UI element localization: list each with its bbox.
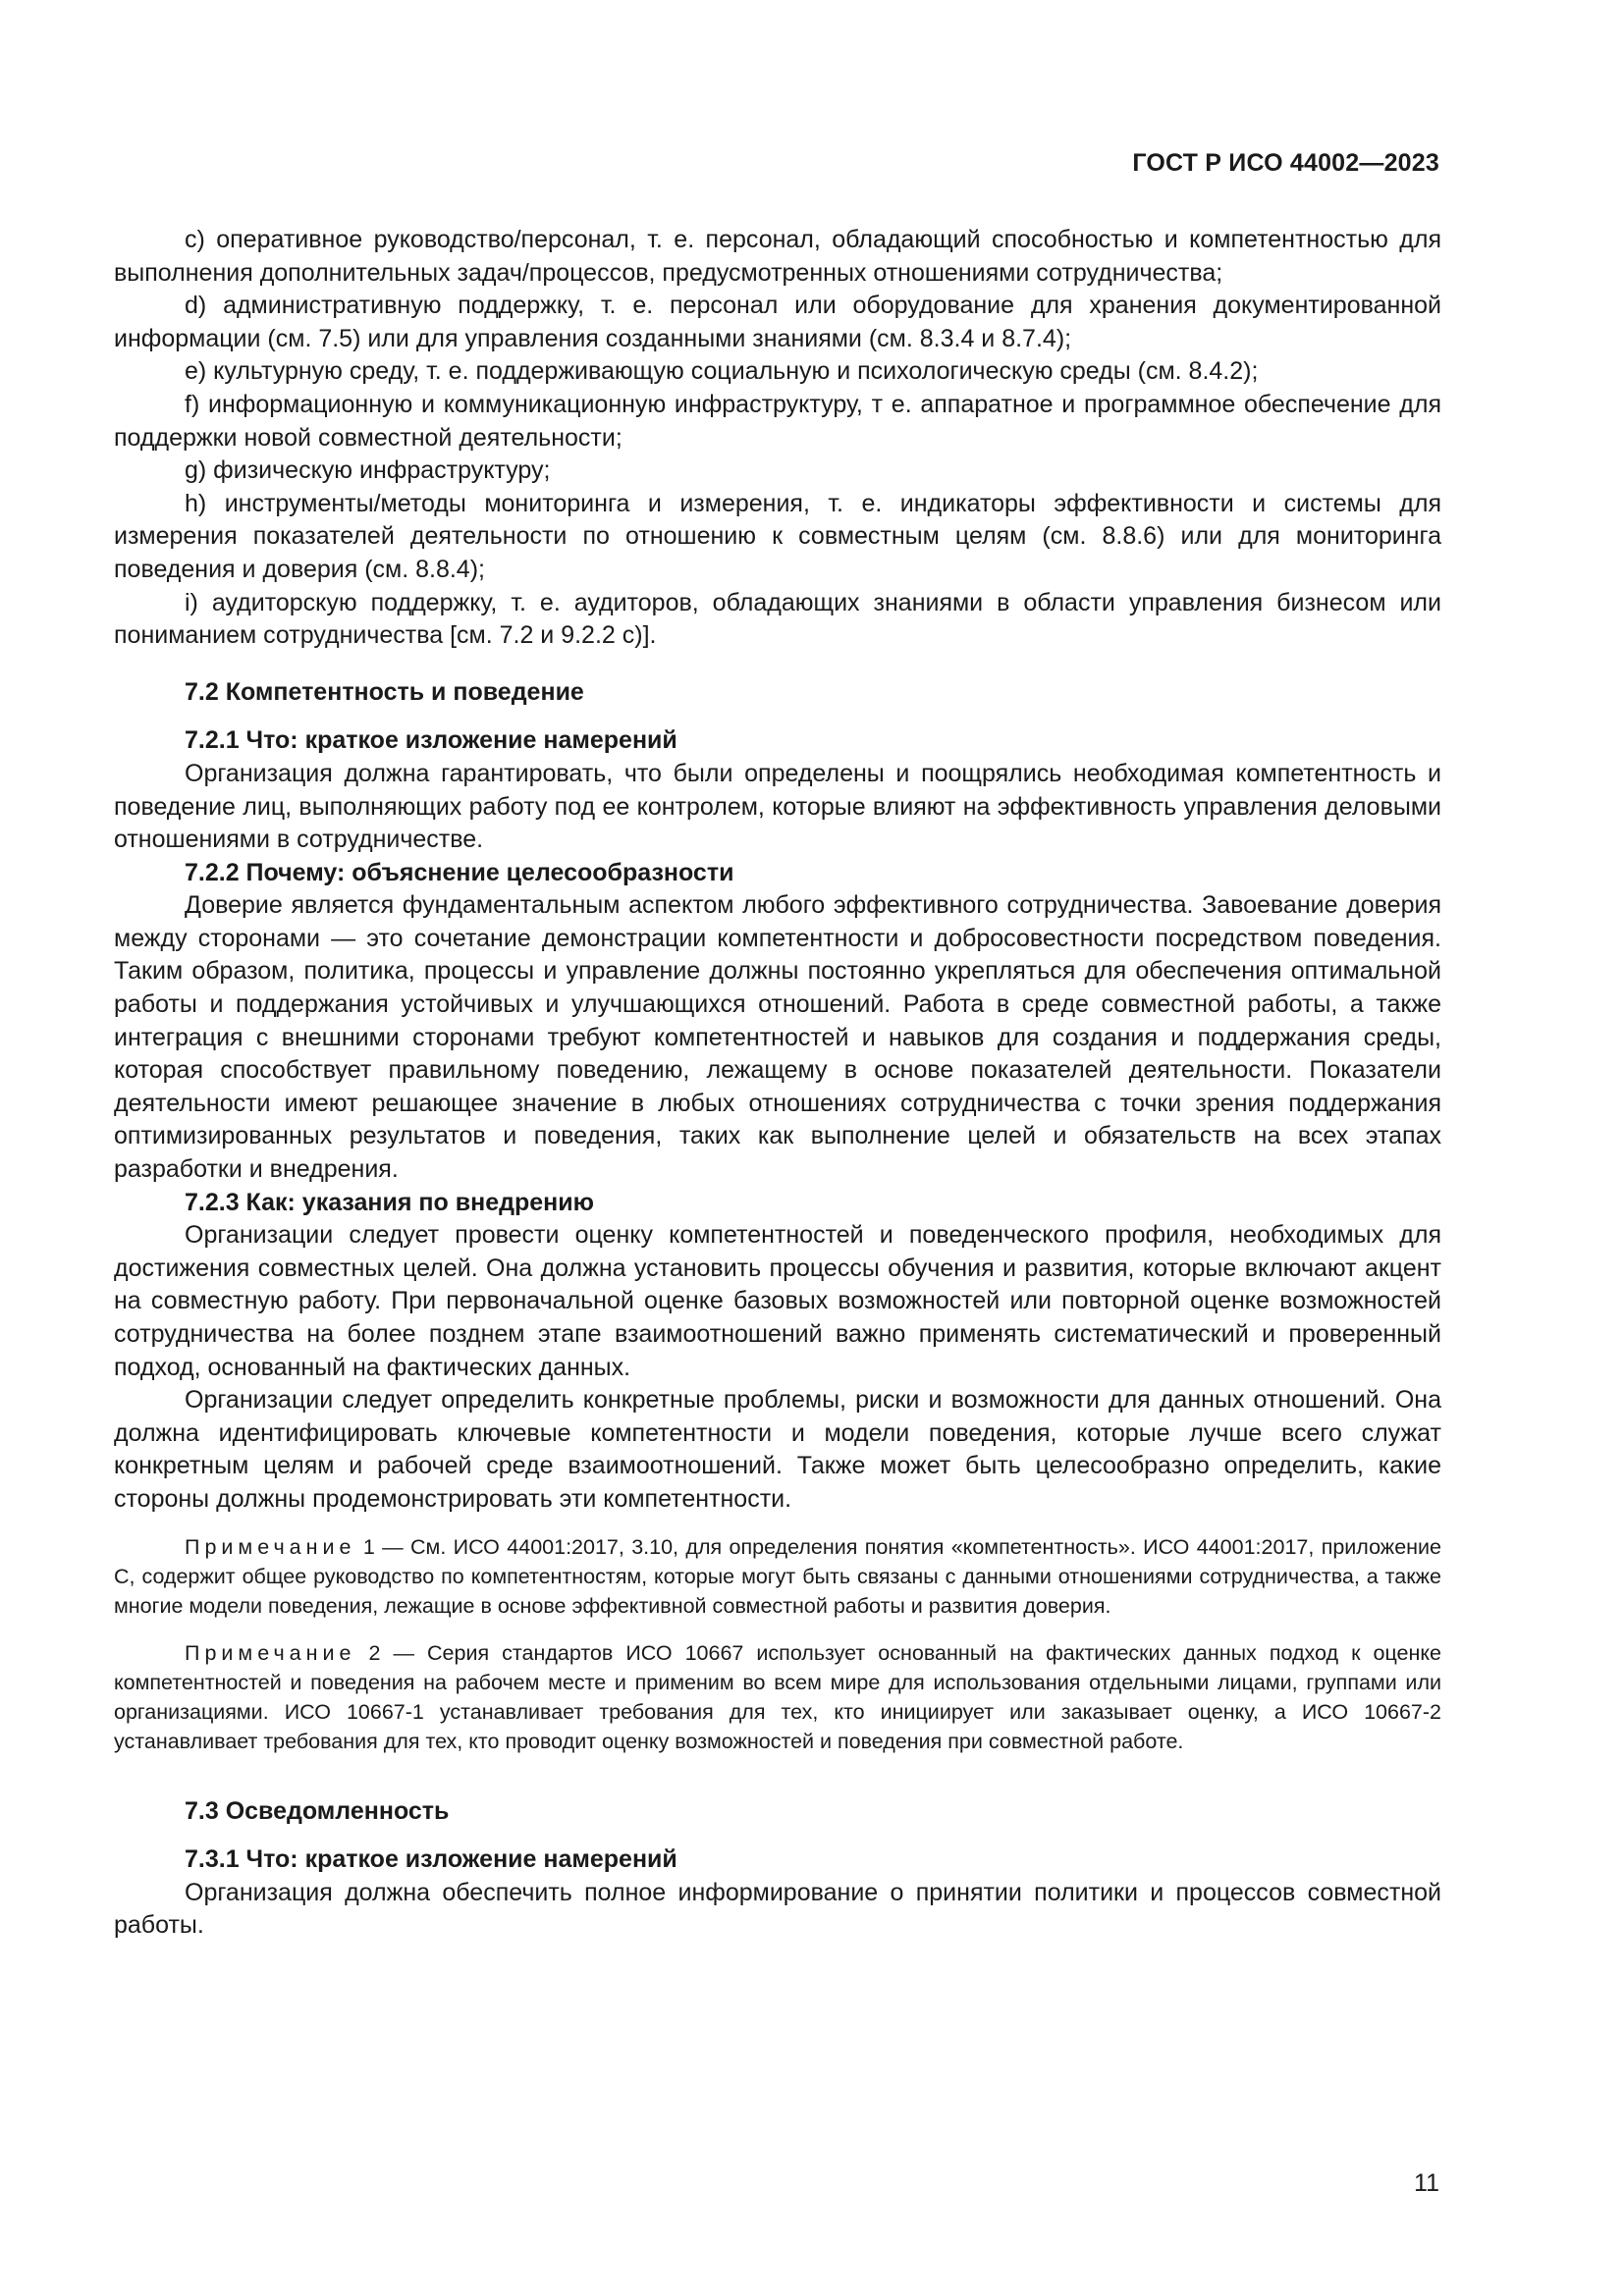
- section-7-2-1-title: 7.2.1 Что: краткое изложение намерений: [185, 726, 677, 755]
- section-7-2-3-text-2: Организации следует определить конкретные проблемы, риски и возможности для данных отношений. Она должна идентифицировать ключевые компетентности и модели поведения, которые лучше всего служат конкретным целям и рабочей среде взаимоотношений. Также может быть целесообразно определить, какие стороны должны продемонстрировать эти компетентности.: [114, 1386, 1441, 1513]
- section-7-3-1-title: 7.3.1 Что: краткое изложение намерений: [185, 1845, 677, 1874]
- list-item-d: d) административную поддержку, т. е. персонал или оборудование для хранения документированной информации (см. 7.5) или для управления созданными знаниями (см. 8.3.4 и 8.7.4);: [114, 292, 1441, 352]
- page-number: 11: [1414, 2169, 1439, 2197]
- note-1: [114, 1532, 1441, 1621]
- section-7-2-title: 7.2 Компетентность и поведение: [185, 677, 584, 706]
- section-7-2-1-text: Организация должна гарантировать, что были определены и поощрялись необходимая компетентность и поведение лиц, выполняющих работу под ее контролем, которые влияют на эффективность управления деловыми отношениями в сотрудничестве.: [114, 759, 1441, 854]
- note-2: [114, 1638, 1441, 1756]
- section-7-2-2-title: 7.2.2 Почему: объяснение целесообразности: [185, 858, 734, 886]
- list-item-c: c) оперативное руководство/персонал, т. е. персонал, обладающий способностью и компетентностью для выполнения дополнительных задач/процессов, предусмотренных отношениями сотрудничества;: [114, 226, 1441, 287]
- note-2-label: Примечание: [185, 1640, 356, 1665]
- note-2-text: 2 — Серия стандартов ИСО 10667 использует основанный на фактических данных подход к оценке компетентностей и поведения на рабочем месте и применим во всем мире для использования отдельными лицами, группами или организациями. ИСО 10667-1 устанавливает требования для тех, кто инициирует или заказывает оценку, а ИСО 10667-2 устанавливает требования для тех, кто проводит оценку возможностей и поведения при совместной работе.: [114, 1640, 1441, 1753]
- section-7-2-2-text: Доверие является фундаментальным аспектом любого эффективного сотрудничества. Завоевание доверия между сторонами — это сочетание демонстрации компетентности и добросовестности посредством поведения. Таким образом, политика, процессы и управление должны постоянно укрепляться для обеспечения оптимальной работы и поддержания устойчивых и улучшающихся отношений. Работа в среде совместной работы, а также интеграция с внешними сторонами требуют компетентностей и навыков для создания и поддержания среды, которая способствует правильному поведению, лежащему в основе показателей деятельности. Показатели деятельности имеют решающее значение в любых отношениях сотрудничества с точки зрения поддержания оптимизированных результатов и поведения, таких как выполнение целей и обязательств на всех этапах разработки и внедрения.: [114, 891, 1441, 1184]
- document-id: ГОСТ Р ИСО 44002—2023: [1132, 149, 1439, 177]
- list-item-e: e) культурную среду, т. е. поддерживающую социальную и психологическую среды (см. 8.4.2);: [185, 357, 1259, 386]
- section-7-3-title: 7.3 Осведомленность: [185, 1796, 450, 1825]
- note-1-label: Примечание: [185, 1534, 356, 1559]
- section-7-2-3-title: 7.2.3 Как: указания по внедрению: [185, 1188, 594, 1216]
- note-1-text: 1 — См. ИСО 44001:2017, 3.10, для определения понятия «компетентность». ИСО 44001:2017, приложение С, содержит общее руководство по компетентностям, которые могут быть связаны с данными отношениями сотрудничества, а также многие модели поведения, лежащие в основе эффективной совместной работы и развития доверия.: [114, 1534, 1441, 1618]
- list-item-h: h) инструменты/методы мониторинга и измерения, т. е. индикаторы эффективности и системы для измерения показателей деятельности по отношению к совместным целям (см. 8.8.6) или для мониторинга поведения и доверия (см. 8.8.4);: [114, 489, 1441, 583]
- list-item-f: f) информационную и коммуникационную инфраструктуру, т е. аппаратное и программное обеспечение для поддержки новой совместной деятельности;: [114, 390, 1441, 452]
- list-item-g: g) физическую инфраструктуру;: [185, 456, 551, 485]
- page-content: [114, 224, 1441, 1943]
- section-7-2-3-text-1: Организации следует провести оценку компетентностей и поведенческого профиля, необходимых для достижения совместных целей. Она должна установить процессы обучения и развития, которые включают акцент на совместную работу. При первоначальной оценке базовых возможностей или повторной оценке возможностей сотрудничества на более позднем этапе взаимоотношений важно применять систематический и проверенный подход, основанный на фактических данных.: [114, 1221, 1441, 1381]
- section-7-3-1-text: Организация должна обеспечить полное информирование о принятии политики и процессов совместной работы.: [114, 1878, 1441, 1940]
- list-item-i: i) аудиторскую поддержку, т. е. аудиторов, обладающих знаниями в области управления бизнесом или пониманием сотрудничества [см. 7.2 и 9.2.2 c)].: [114, 588, 1441, 650]
